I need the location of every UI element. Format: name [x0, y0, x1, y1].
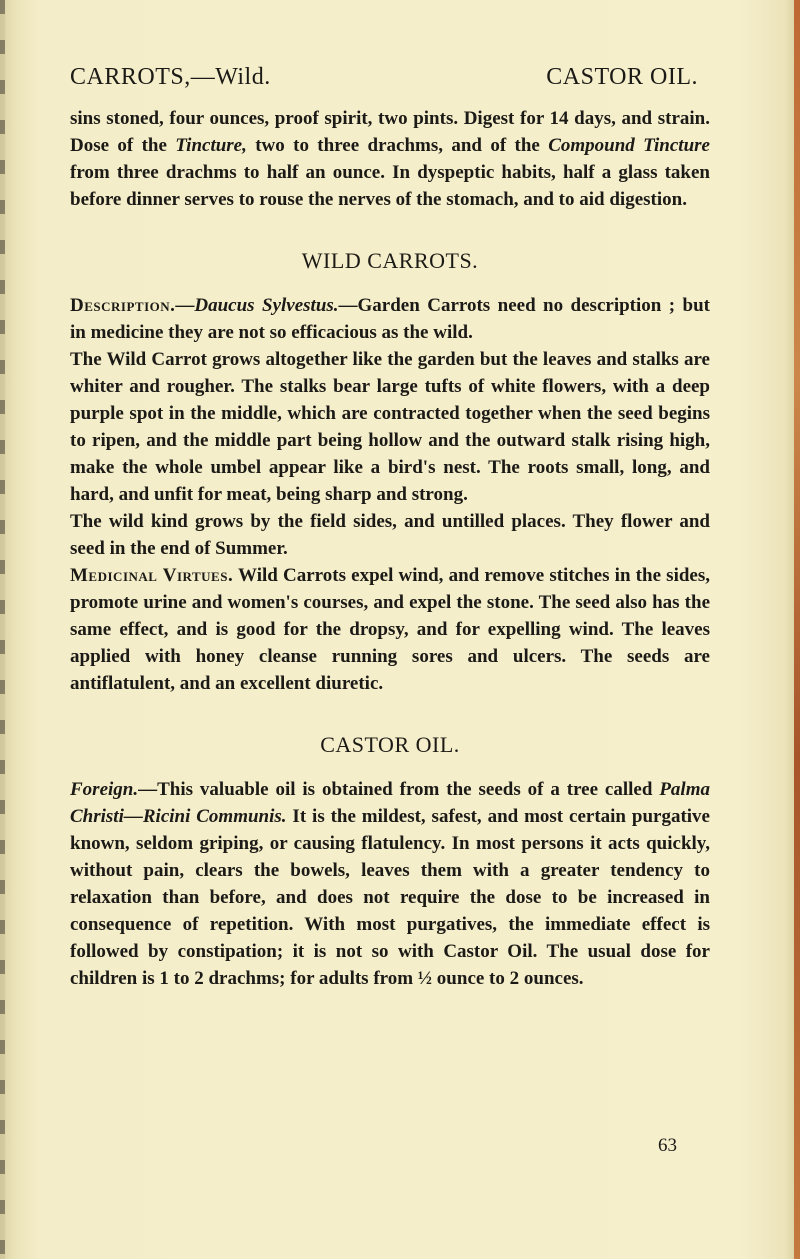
running-head-left: CARROTS,—Wild. — [70, 64, 271, 90]
wild-carrots-description: Description.—Daucus Sylvestus.—Garden Carrots need no description ; but in medicine they are not so efficacious as the wild. — [70, 295, 710, 343]
page-left-edge — [0, 0, 5, 1259]
wild-carrots-virtues — [70, 562, 710, 697]
intro-tincture: Tincture, — [175, 135, 247, 156]
castor-text1: This valuable oil is obtained from the seeds of a tree called — [157, 779, 660, 800]
castor-oil-paragraph: Foreign.—This valuable oil is obtained from the seeds of a tree called Palma Christi—Ricini Communis. It is the mildest, safest, and most certain purgative known, seldom griping, or causing flatulency. In most persons it acts quickly, without pain, clears the bowels, leaves them with a greater tendency to relaxation than before, and does not require the dose to be increased in consequence of repetition. With most purgatives, the immediate effect is followed by constipation; it is not so with Castor Oil. The usual dose for children is 1 to 2 drachms; for adults from ½ ounce to 2 ounces. — [70, 779, 710, 989]
castor-text2: It is the mildest, safest, and most certain purgative known, seldom griping, or causing flatulency. In most persons it acts quickly, without pain, clears the bowels, leaves them with a greater tendency to relaxation than before, and does not require the dose to be increased in consequence of repetition. With most purgatives, the immediate effect is followed by constipation; it is not so with Castor Oil. The usual dose for children is 1 to 2 drachms; for adults from ½ ounce to 2 ounces. — [70, 806, 710, 989]
description-text: Garden Carrots need no description ; but in medicine they are not so efficacious as the wild. — [70, 295, 710, 343]
intro-text2: two to three drachms, and of the — [246, 135, 549, 156]
heading-wild-carrots: WILD CARROTS. — [301, 248, 479, 273]
virtues-text: Wild Carrots expel wind, and remove stitches in the sides, promote urine and women's courses, and expel the stone. The seed also has the same effect, and is good for the dropsy, and for expelling wind. The leaves applied with honey cleanse running sores and ulcers. The seeds are antiflatulent, and an excellent diuretic. — [70, 565, 710, 694]
wild-carrots-para2: The wild kind grows by the field sides, and untilled places. They flower and seed in the end of Summer. — [70, 511, 710, 559]
virtues-label: Medicinal Virtues. — [70, 565, 234, 586]
intro-text: sins stoned, four ounces, proof spirit, two pints. Digest for 14 days, and strain. Dose of the — [70, 108, 710, 156]
foreign-label: Foreign. — [70, 779, 139, 800]
running-head-right: CASTOR OIL. — [546, 64, 698, 90]
page-content — [70, 64, 710, 992]
page-right-edge — [794, 0, 800, 1259]
page-number: 63 — [658, 1135, 677, 1156]
wild-carrots-para1: The Wild Carrot grows altogether like the garden but the leaves and stalks are whiter and rougher. The stalks bear large tufts of white flowers, with a deep purple spot in the middle, which are contracted together when the seed begins to ripen, and the middle part being hollow and the outward stalk rising high, make the whole umbel appear like a bird's nest. The roots small, long, and hard, and unfit for meat, being sharp and strong. — [70, 349, 710, 505]
intro-compound: Compound Tincture — [548, 135, 710, 156]
description-latin: Daucus Sylvestus. — [194, 295, 339, 316]
heading-castor-oil: CASTOR OIL. — [320, 732, 460, 757]
description-label: Description. — [70, 295, 176, 316]
intro-paragraph — [70, 105, 710, 213]
intro-text3: from three drachms to half an ounce. In dyspeptic habits, half a glass taken before dinner serves to rouse the nerves of the stomach, and to aid digestion. — [70, 162, 710, 210]
castor-latin: Palma Christi—Ricini Communis. — [70, 779, 710, 827]
running-head — [70, 64, 698, 91]
